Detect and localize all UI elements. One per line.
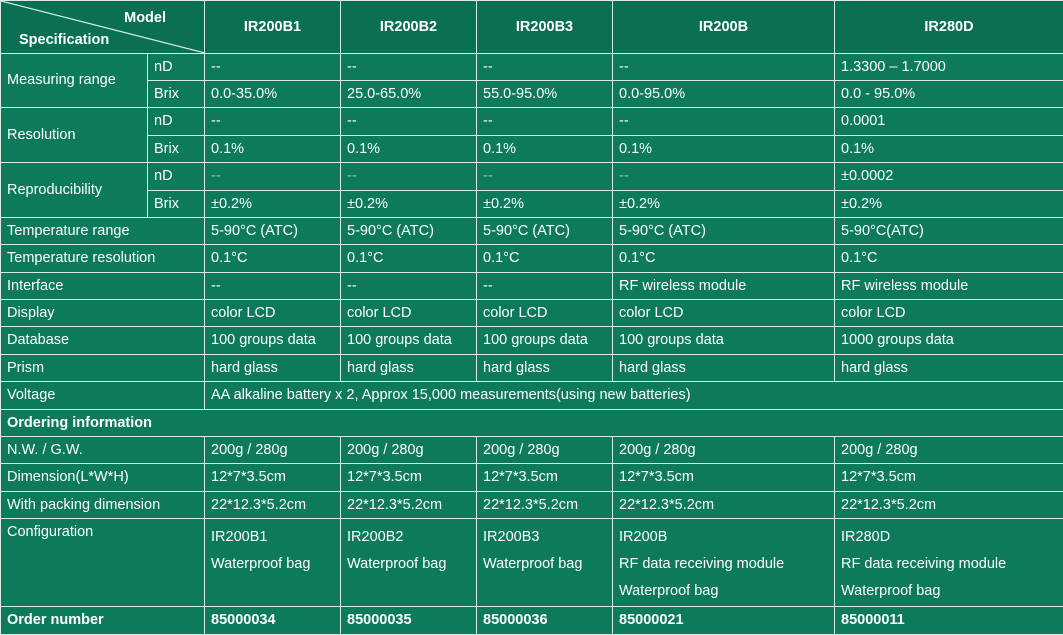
row-label-configuration: Configuration [1, 519, 205, 607]
section-title-ordering: Ordering information [1, 409, 1063, 436]
cell: 0.1°C [835, 245, 1063, 272]
order-number-cell: 85000035 [341, 607, 477, 635]
cell: color LCD [477, 300, 613, 327]
model-header: IR200B3 [477, 1, 613, 54]
cell: 0.0-95.0% [613, 81, 835, 108]
cell: -- [205, 108, 341, 135]
cell: hard glass [205, 354, 341, 381]
model-header: IR200B [613, 1, 835, 54]
cell: 55.0-95.0% [477, 81, 613, 108]
cell: -- [205, 53, 341, 80]
cell: ±0.2% [341, 190, 477, 217]
row-label-interface: Interface [1, 272, 205, 299]
config-line: IR200B1 [211, 529, 268, 546]
cell: 12*7*3.5cm [477, 464, 613, 491]
cell: 200g / 280g [613, 436, 835, 463]
table-row [1, 327, 1063, 354]
cell: -- [341, 163, 477, 190]
cell: 0.0001 [835, 108, 1063, 135]
cell: 12*7*3.5cm [341, 464, 477, 491]
cell: hard glass [835, 354, 1063, 381]
cell: -- [341, 53, 477, 80]
cell: 100 groups data [477, 327, 613, 354]
cell: -- [341, 272, 477, 299]
table-row [1, 436, 1063, 463]
cell: 22*12.3*5.2cm [205, 491, 341, 518]
cell: 0.1% [835, 135, 1063, 162]
table-row [1, 245, 1063, 272]
row-label-temperature-resolution: Temperature resolution [1, 245, 205, 272]
sub-label-brix: Brix [148, 135, 205, 162]
cell: 100 groups data [205, 327, 341, 354]
cell: RF wireless module [613, 272, 835, 299]
cell: -- [205, 272, 341, 299]
config-line: Waterproof bag [619, 583, 719, 600]
config-line: IR200B3 [483, 529, 540, 546]
row-label-measuring-range: Measuring range [1, 53, 148, 108]
sub-label-brix: Brix [148, 190, 205, 217]
cell: 22*12.3*5.2cm [477, 491, 613, 518]
sub-label-nd: nD [148, 163, 205, 190]
row-label-prism: Prism [1, 354, 205, 381]
cell: 5-90°C (ATC) [341, 217, 477, 244]
table-row [1, 53, 1063, 80]
cell: 0.1% [205, 135, 341, 162]
order-number-cell: 85000021 [613, 607, 835, 635]
table-row [1, 217, 1063, 244]
cell: color LCD [613, 300, 835, 327]
table-row [1, 354, 1063, 381]
row-label-reproducibility: Reproducibility [1, 163, 148, 218]
cell: 0.1°C [205, 245, 341, 272]
cell: 0.1% [341, 135, 477, 162]
cell: -- [477, 108, 613, 135]
config-line: IR200B2 [347, 529, 404, 546]
table-row [1, 300, 1063, 327]
config-line: RF data receiving module [619, 556, 785, 573]
cell: 0.1% [613, 135, 835, 162]
cell: ±0.2% [205, 190, 341, 217]
voltage-value: AA alkaline battery x 2, Approx 15,000 measurements(using new batteries) [205, 382, 1063, 409]
config-line: Waterproof bag [211, 556, 311, 573]
header-row [1, 1, 1063, 54]
table-row [1, 81, 1063, 108]
table-row [1, 519, 1063, 607]
cell: -- [341, 108, 477, 135]
cell: 0.1°C [477, 245, 613, 272]
row-label-packing-dimension: With packing dimension [1, 491, 205, 518]
config-cell [205, 519, 341, 607]
sub-label-brix: Brix [148, 81, 205, 108]
table-row [1, 607, 1063, 635]
corner-spec-label: Specification [19, 32, 110, 49]
cell: RF wireless module [835, 272, 1063, 299]
config-cell [613, 519, 835, 607]
cell: -- [477, 53, 613, 80]
model-header: IR280D [835, 1, 1063, 54]
cell: -- [205, 163, 341, 190]
table-row [1, 163, 1063, 190]
cell: 0.0-35.0% [205, 81, 341, 108]
cell: 0.1°C [341, 245, 477, 272]
row-label-database: Database [1, 327, 205, 354]
cell: hard glass [613, 354, 835, 381]
cell: 22*12.3*5.2cm [341, 491, 477, 518]
cell: 100 groups data [613, 327, 835, 354]
cell: 12*7*3.5cm [205, 464, 341, 491]
section-row [1, 409, 1063, 436]
cell: hard glass [477, 354, 613, 381]
row-label-weight: N.W. / G.W. [1, 436, 205, 463]
cell: 0.1% [477, 135, 613, 162]
cell: 100 groups data [341, 327, 477, 354]
order-number-cell: 85000034 [205, 607, 341, 635]
cell: ±0.2% [477, 190, 613, 217]
table-row [1, 464, 1063, 491]
row-label-order-number: Order number [1, 607, 205, 635]
cell: color LCD [205, 300, 341, 327]
cell: 200g / 280g [835, 436, 1063, 463]
corner-header-cell [1, 1, 205, 54]
cell: ±0.0002 [835, 163, 1063, 190]
cell: 0.1°C [613, 245, 835, 272]
config-line: Waterproof bag [347, 556, 447, 573]
cell: -- [613, 108, 835, 135]
cell: color LCD [835, 300, 1063, 327]
cell: 12*7*3.5cm [835, 464, 1063, 491]
config-line: IR280D [841, 529, 891, 546]
cell: 0.0 - 95.0% [835, 81, 1063, 108]
cell: 5-90°C(ATC) [835, 217, 1063, 244]
table-row [1, 272, 1063, 299]
table-row [1, 491, 1063, 518]
model-header: IR200B1 [205, 1, 341, 54]
cell: 5-90°C (ATC) [613, 217, 835, 244]
config-cell [477, 519, 613, 607]
cell: ±0.2% [835, 190, 1063, 217]
config-line: RF data receiving module [841, 556, 1007, 573]
row-label-voltage: Voltage [1, 382, 205, 409]
sub-label-nd: nD [148, 108, 205, 135]
cell: hard glass [341, 354, 477, 381]
cell: color LCD [341, 300, 477, 327]
cell: 5-90°C (ATC) [477, 217, 613, 244]
cell: 22*12.3*5.2cm [613, 491, 835, 518]
cell: 1000 groups data [835, 327, 1063, 354]
row-label-dimension: Dimension(L*W*H) [1, 464, 205, 491]
cell: 200g / 280g [205, 436, 341, 463]
config-cell [341, 519, 477, 607]
cell: 12*7*3.5cm [613, 464, 835, 491]
cell: -- [477, 272, 613, 299]
cell: 200g / 280g [341, 436, 477, 463]
table-row [1, 190, 1063, 217]
cell: -- [613, 53, 835, 80]
config-cell [835, 519, 1063, 607]
cell: -- [477, 163, 613, 190]
config-line: IR200B [619, 529, 668, 546]
order-number-cell: 85000036 [477, 607, 613, 635]
cell: 25.0-65.0% [341, 81, 477, 108]
cell: -- [613, 163, 835, 190]
sub-label-nd: nD [148, 53, 205, 80]
order-number-cell: 85000011 [835, 607, 1063, 635]
cell: ±0.2% [613, 190, 835, 217]
row-label-display: Display [1, 300, 205, 327]
cell: 5-90°C (ATC) [205, 217, 341, 244]
cell: 1.3300 – 1.7000 [835, 53, 1063, 80]
table-row [1, 108, 1063, 135]
table-row [1, 135, 1063, 162]
cell: 200g / 280g [477, 436, 613, 463]
config-line: Waterproof bag [841, 583, 941, 600]
table-row [1, 382, 1063, 409]
corner-model-label: Model [124, 10, 166, 26]
model-header: IR200B2 [341, 1, 477, 54]
cell: 22*12.3*5.2cm [835, 491, 1063, 518]
config-line: Waterproof bag [483, 556, 583, 573]
row-label-resolution: Resolution [1, 108, 148, 163]
row-label-temperature-range: Temperature range [1, 217, 205, 244]
